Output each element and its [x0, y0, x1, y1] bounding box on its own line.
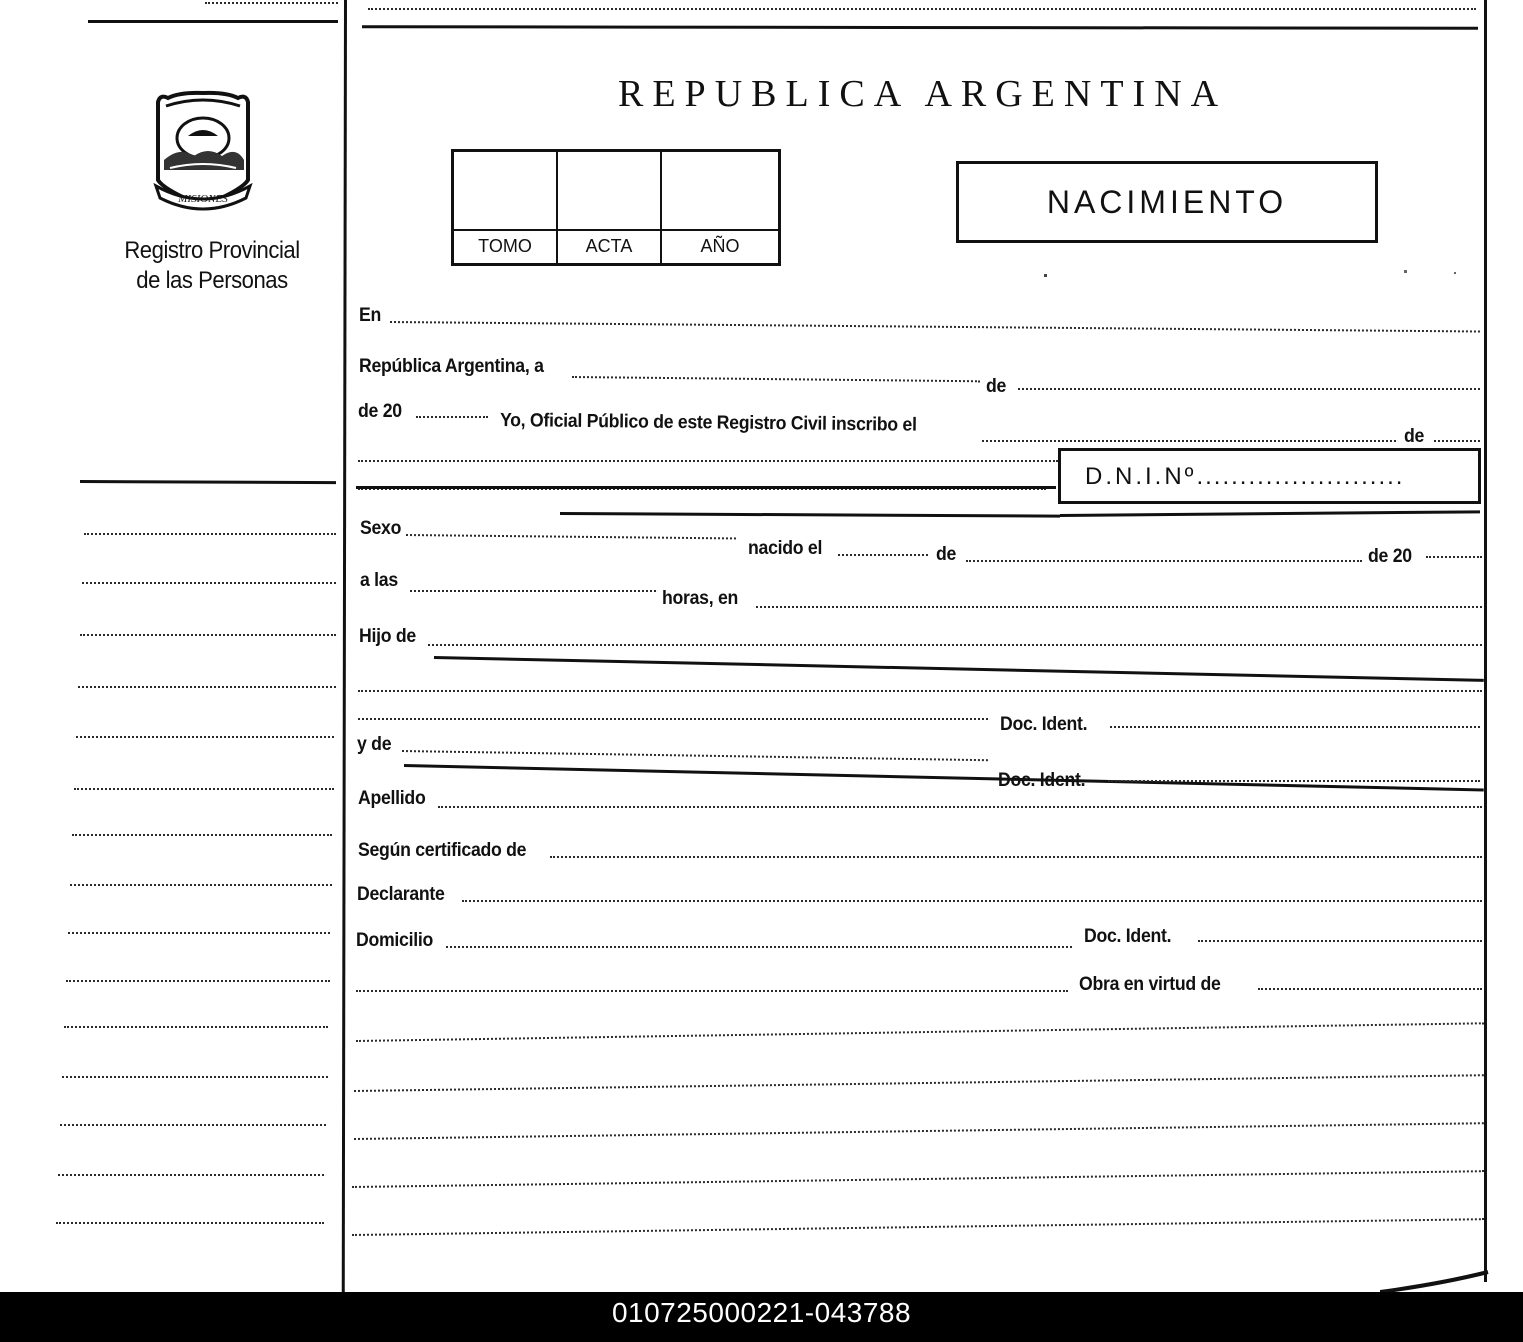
blank-line[interactable]	[356, 1022, 1484, 1042]
field-domicilio[interactable]	[446, 946, 1072, 948]
tomo-header: TOMO	[454, 229, 558, 263]
blank-line[interactable]	[352, 1218, 1484, 1236]
label-y-de: y de	[357, 734, 392, 755]
field-obra[interactable]	[1258, 988, 1482, 990]
field-en[interactable]	[390, 321, 1480, 333]
document-id-footer: 010725000221-043788	[0, 1292, 1523, 1342]
label-yo: Yo, Oficial Público de este Registro Civil inscribo el	[499, 410, 917, 436]
label-a-las: a las	[360, 570, 398, 591]
margin-line[interactable]	[70, 884, 332, 886]
margin-line[interactable]	[62, 1076, 328, 1078]
label-doc-ident-2: Doc. Ident.	[998, 770, 1086, 791]
label-apellido: Apellido	[358, 788, 426, 809]
label-de-20: de 20	[358, 401, 402, 422]
field-nacido-anio[interactable]	[1426, 556, 1482, 558]
label-obra: Obra en virtud de	[1079, 974, 1221, 995]
field-doc-ident-3[interactable]	[1198, 940, 1482, 942]
field-de-2[interactable]	[1434, 440, 1480, 442]
anio-value-cell[interactable]	[662, 152, 778, 229]
field-madre[interactable]	[402, 750, 988, 761]
section-rule-2	[356, 486, 1056, 489]
registry-name	[109, 236, 315, 296]
margin-line[interactable]	[74, 788, 334, 790]
field-apellido[interactable]	[438, 806, 1482, 808]
field-certificado[interactable]	[550, 856, 1482, 858]
act-type-box: NACIMIENTO	[956, 161, 1378, 243]
speck	[1454, 272, 1456, 274]
label-doc-ident-3: Doc. Ident.	[1084, 926, 1172, 947]
field-doc-ident-1[interactable]	[1110, 726, 1480, 728]
label-domicilio: Domicilio	[356, 930, 434, 951]
label-republica: República Argentina, a	[359, 356, 544, 377]
margin-line[interactable]	[76, 736, 334, 738]
field-nacido-dia[interactable]	[838, 554, 928, 556]
section-rule-1	[80, 480, 336, 484]
page-title: REPUBLICA ARGENTINA	[618, 73, 1228, 115]
margin-line[interactable]	[60, 1124, 326, 1126]
top-left-rule	[88, 20, 338, 23]
field-padre-2[interactable]	[358, 690, 1482, 692]
svg-text:MISIONES: MISIONES	[178, 193, 228, 205]
field-sexo[interactable]	[406, 534, 736, 539]
top-right-dotted-line	[368, 8, 1476, 10]
margin-line[interactable]	[64, 1026, 328, 1028]
blank-line[interactable]	[354, 1122, 1484, 1140]
margin-line[interactable]	[58, 1174, 324, 1176]
field-inscripcion[interactable]	[982, 440, 1396, 442]
margin-line[interactable]	[68, 932, 330, 934]
section-rule-4	[560, 512, 1060, 518]
dni-label: D.N.I.Nº	[1085, 463, 1197, 490]
right-page-border	[1484, 0, 1487, 1282]
field-horas[interactable]	[410, 590, 656, 592]
label-doc-ident-1: Doc. Ident.	[1000, 714, 1088, 735]
registry-name-line1: Registro Provincial	[124, 237, 300, 264]
field-anio[interactable]	[416, 416, 488, 418]
label-nacido-el: nacido el	[748, 538, 823, 559]
top-left-dotted-line	[205, 2, 338, 4]
label-sexo: Sexo	[360, 518, 402, 539]
label-declarante: Declarante	[357, 884, 445, 905]
field-doc-ident-2[interactable]	[1108, 780, 1480, 782]
margin-line[interactable]	[78, 686, 336, 688]
section-rule-3	[1060, 510, 1480, 517]
left-column-border	[342, 0, 347, 1292]
speck	[1044, 274, 1047, 277]
margin-line[interactable]	[72, 834, 332, 836]
acta-header: ACTA	[558, 229, 662, 263]
record-number-table	[451, 149, 781, 266]
margin-line[interactable]	[82, 582, 336, 584]
dni-box[interactable]	[1058, 448, 1481, 504]
blank-line[interactable]	[352, 1170, 1484, 1188]
label-de-20-2: de 20	[1368, 546, 1412, 567]
speck	[1404, 270, 1407, 273]
margin-line[interactable]	[80, 634, 336, 636]
underline-madre	[404, 764, 1484, 792]
label-en: En	[359, 305, 382, 326]
field-padre-3[interactable]	[358, 718, 988, 720]
label-de-1: de	[986, 376, 1007, 397]
margin-line[interactable]	[56, 1222, 324, 1224]
top-right-rule	[362, 25, 1478, 30]
field-padre[interactable]	[428, 644, 1482, 646]
dni-filler: ........................	[1196, 463, 1405, 490]
anio-header: AÑO	[662, 229, 778, 263]
underline-padre	[434, 656, 1484, 682]
field-nombre[interactable]	[358, 460, 1058, 462]
label-horas-en: horas, en	[662, 588, 739, 609]
label-de-2: de	[1404, 426, 1425, 447]
provincial-seal-icon	[150, 90, 256, 214]
acta-value-cell[interactable]	[558, 152, 662, 229]
tomo-value-cell[interactable]	[454, 152, 558, 229]
field-nacido-mes[interactable]	[966, 560, 1362, 562]
label-segun: Según certificado de	[358, 840, 527, 861]
field-dia[interactable]	[572, 376, 980, 382]
registry-name-line2: de las Personas	[136, 267, 288, 294]
field-lugar[interactable]	[756, 606, 1482, 608]
label-de-3: de	[936, 544, 957, 565]
margin-line[interactable]	[66, 980, 330, 982]
field-mes[interactable]	[1018, 388, 1480, 390]
label-hijo-de: Hijo de	[359, 626, 416, 647]
field-obra-prev[interactable]	[356, 990, 1068, 992]
blank-line[interactable]	[354, 1074, 1484, 1092]
page-bottom-curl	[1380, 1268, 1490, 1294]
field-declarante[interactable]	[462, 900, 1482, 902]
margin-line[interactable]	[84, 533, 336, 535]
